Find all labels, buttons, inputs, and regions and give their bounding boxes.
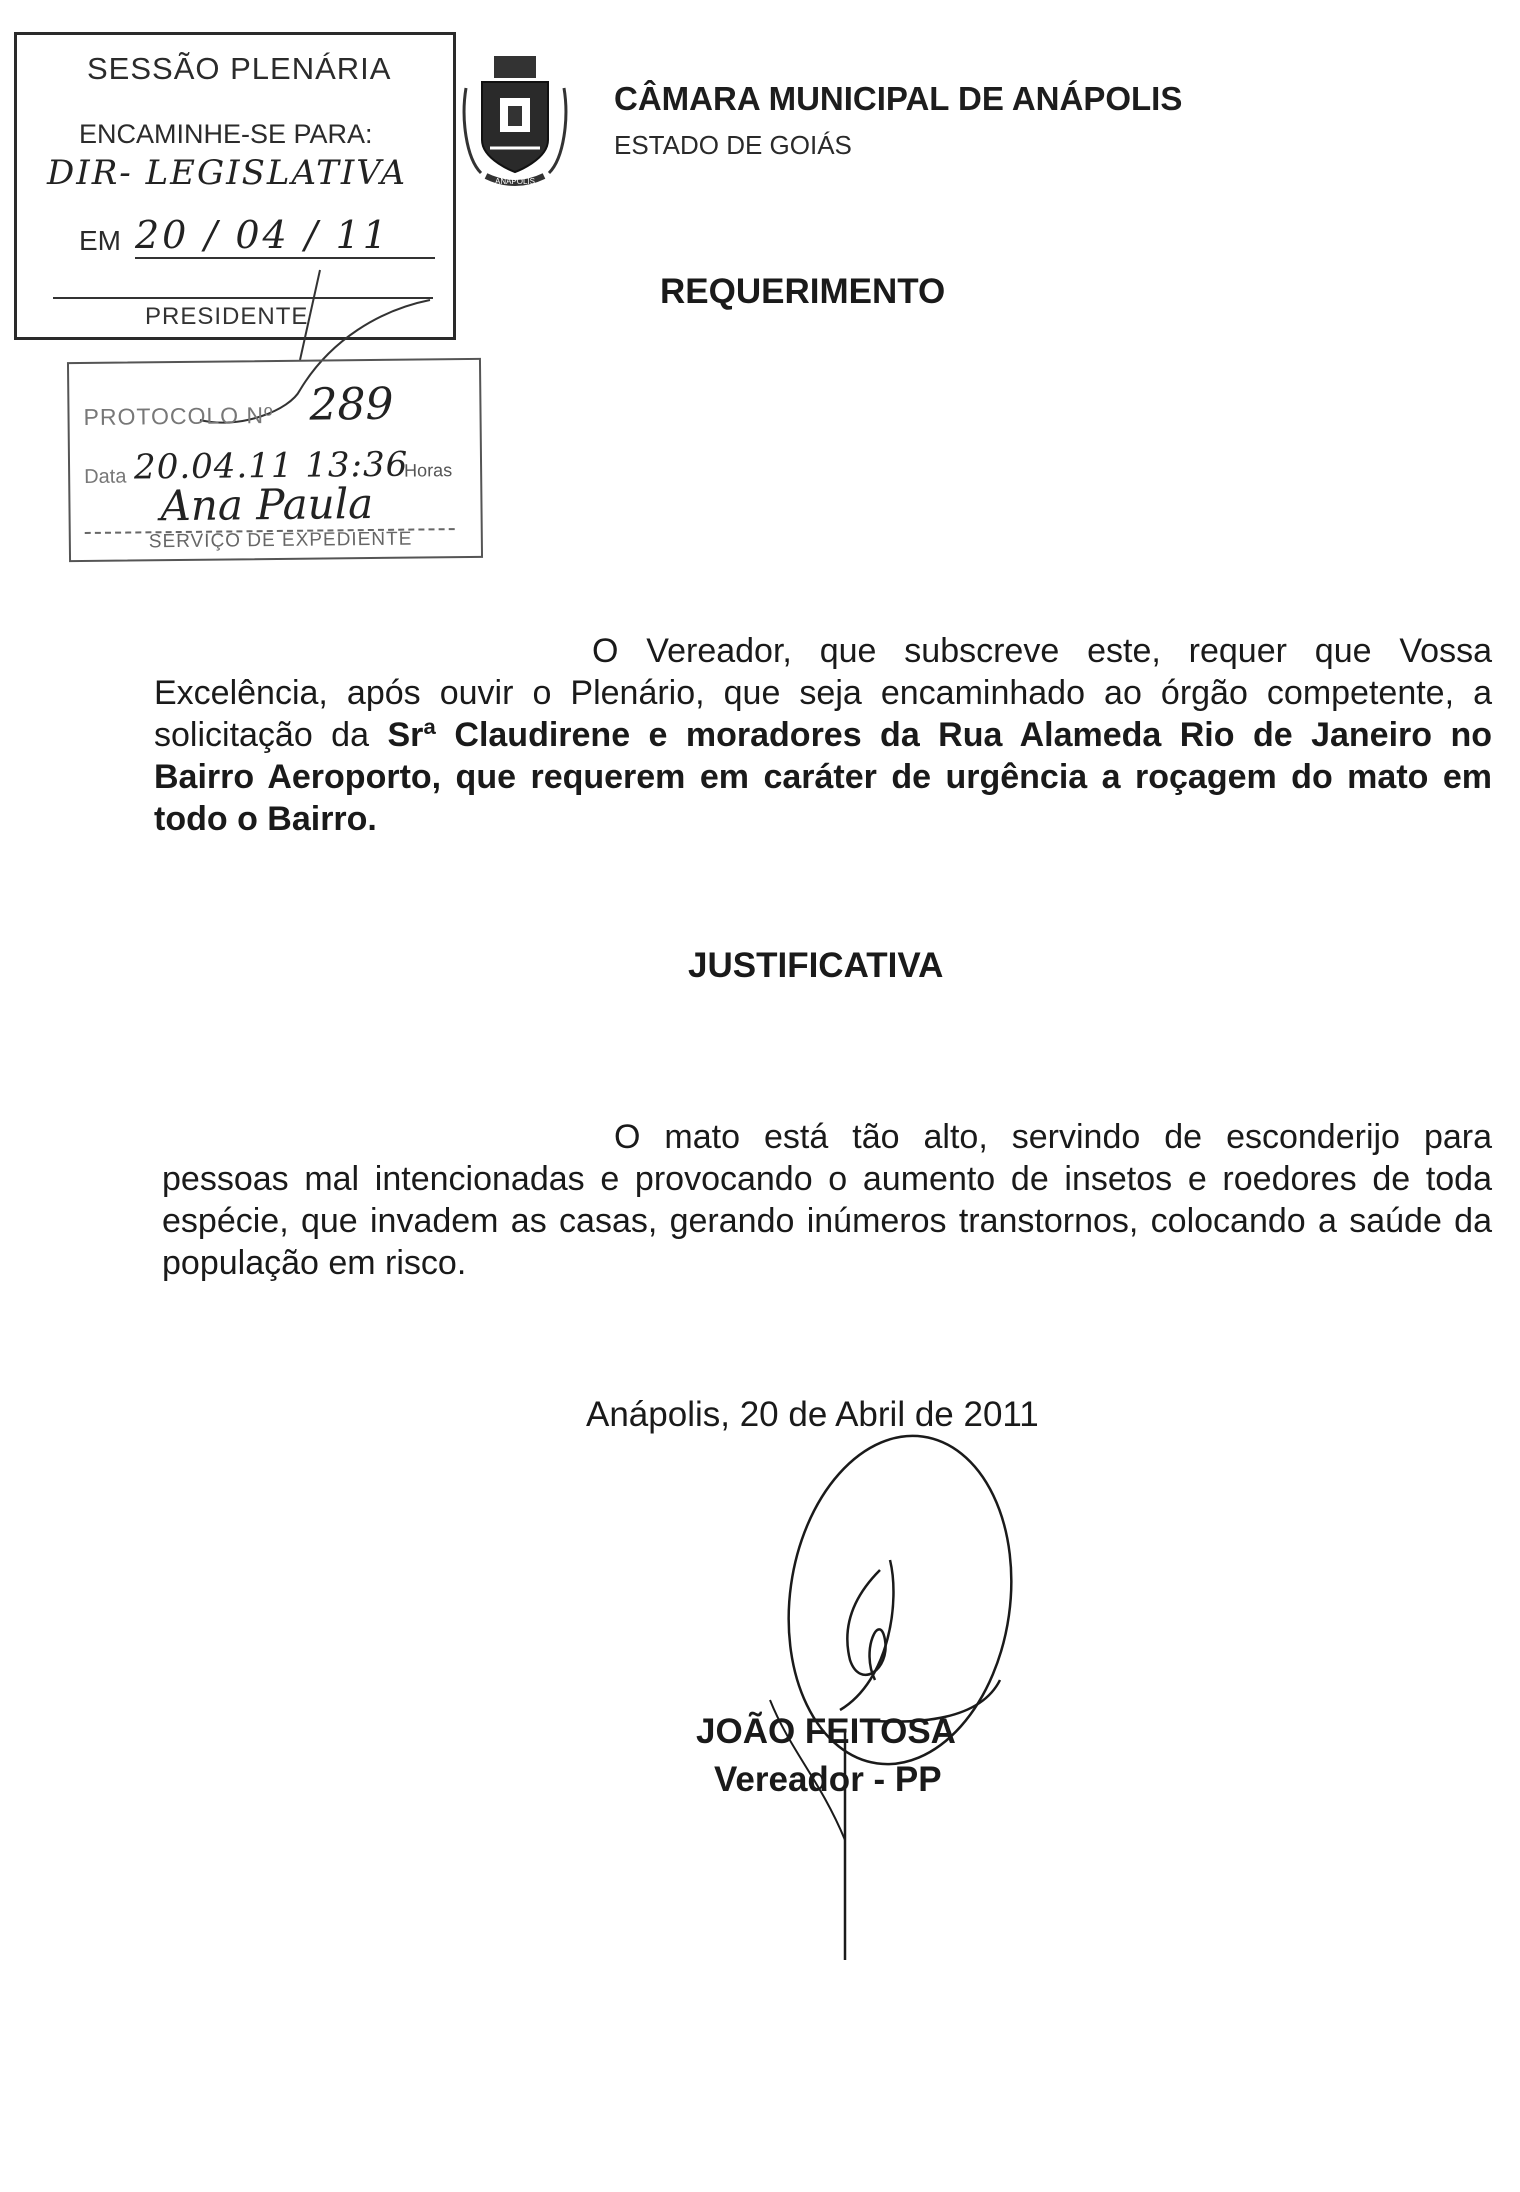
protocol-stamp xyxy=(67,358,483,562)
request-paragraph xyxy=(154,630,1492,840)
protocol-date-label: Data xyxy=(84,465,127,488)
seal-text: ANÁPOLIS xyxy=(494,177,536,186)
state-name: ESTADO DE GOIÁS xyxy=(614,130,852,160)
protocol-hours-label: Horas xyxy=(404,460,453,481)
receiver-signature: Ana Paula xyxy=(160,478,374,531)
session-date-handwritten: 20 / 04 / 11 xyxy=(135,213,435,259)
protocol-label: PROTOCOLO Nº xyxy=(83,402,274,431)
signature-scribble xyxy=(740,1420,1040,1960)
signer-name: JOÃO FEITOSA xyxy=(696,1712,956,1751)
request-intro: O Vereador, que subscreve este, requer que Vossa Excelência, após ouvir o Plenário, que seja encaminhado ao órgão competente, a solicitação da xyxy=(154,632,1492,754)
institution-name: CÂMARA MUNICIPAL DE ANÁPOLIS xyxy=(614,80,1183,117)
justification-title: JUSTIFICATIVA xyxy=(688,946,944,985)
session-stamp-title: SESSÃO PLENÁRIA xyxy=(87,51,392,86)
justification-paragraph: O mato está tão alto, servindo de esconderijo para pessoas mal intencionadas e provocando o aumento de insetos e roedores de toda espécie, que invadem as casas, gerando inúmeros transtornos, colocando a saúde da população em risco. xyxy=(162,1118,1492,1282)
forward-destination-handwritten: DIR- LEGISLATIVA xyxy=(47,153,408,193)
protocol-date-time: 20.04.11 13:36 xyxy=(133,444,409,488)
forward-label: ENCAMINHE-SE PARA: xyxy=(79,119,373,149)
municipal-seal-icon xyxy=(456,48,574,188)
protocol-number: 289 xyxy=(309,378,394,431)
president-label: PRESIDENTE xyxy=(145,303,309,330)
request-bold-text: Srª Claudirene e moradores da Rua Alameda Rio de Janeiro no Bairro Aeroporto, que requerem em caráter de urgência a roçagem do mato em todo o Bairro. xyxy=(154,716,1492,838)
session-date-label: EM xyxy=(79,225,121,256)
place-date: Anápolis, 20 de Abril de 2011 xyxy=(586,1395,1039,1434)
department-label: SERVIÇO DE EXPEDIENTE xyxy=(148,528,413,553)
signer-role: Vereador - PP xyxy=(714,1760,942,1799)
document-title: REQUERIMENTO xyxy=(660,272,946,311)
